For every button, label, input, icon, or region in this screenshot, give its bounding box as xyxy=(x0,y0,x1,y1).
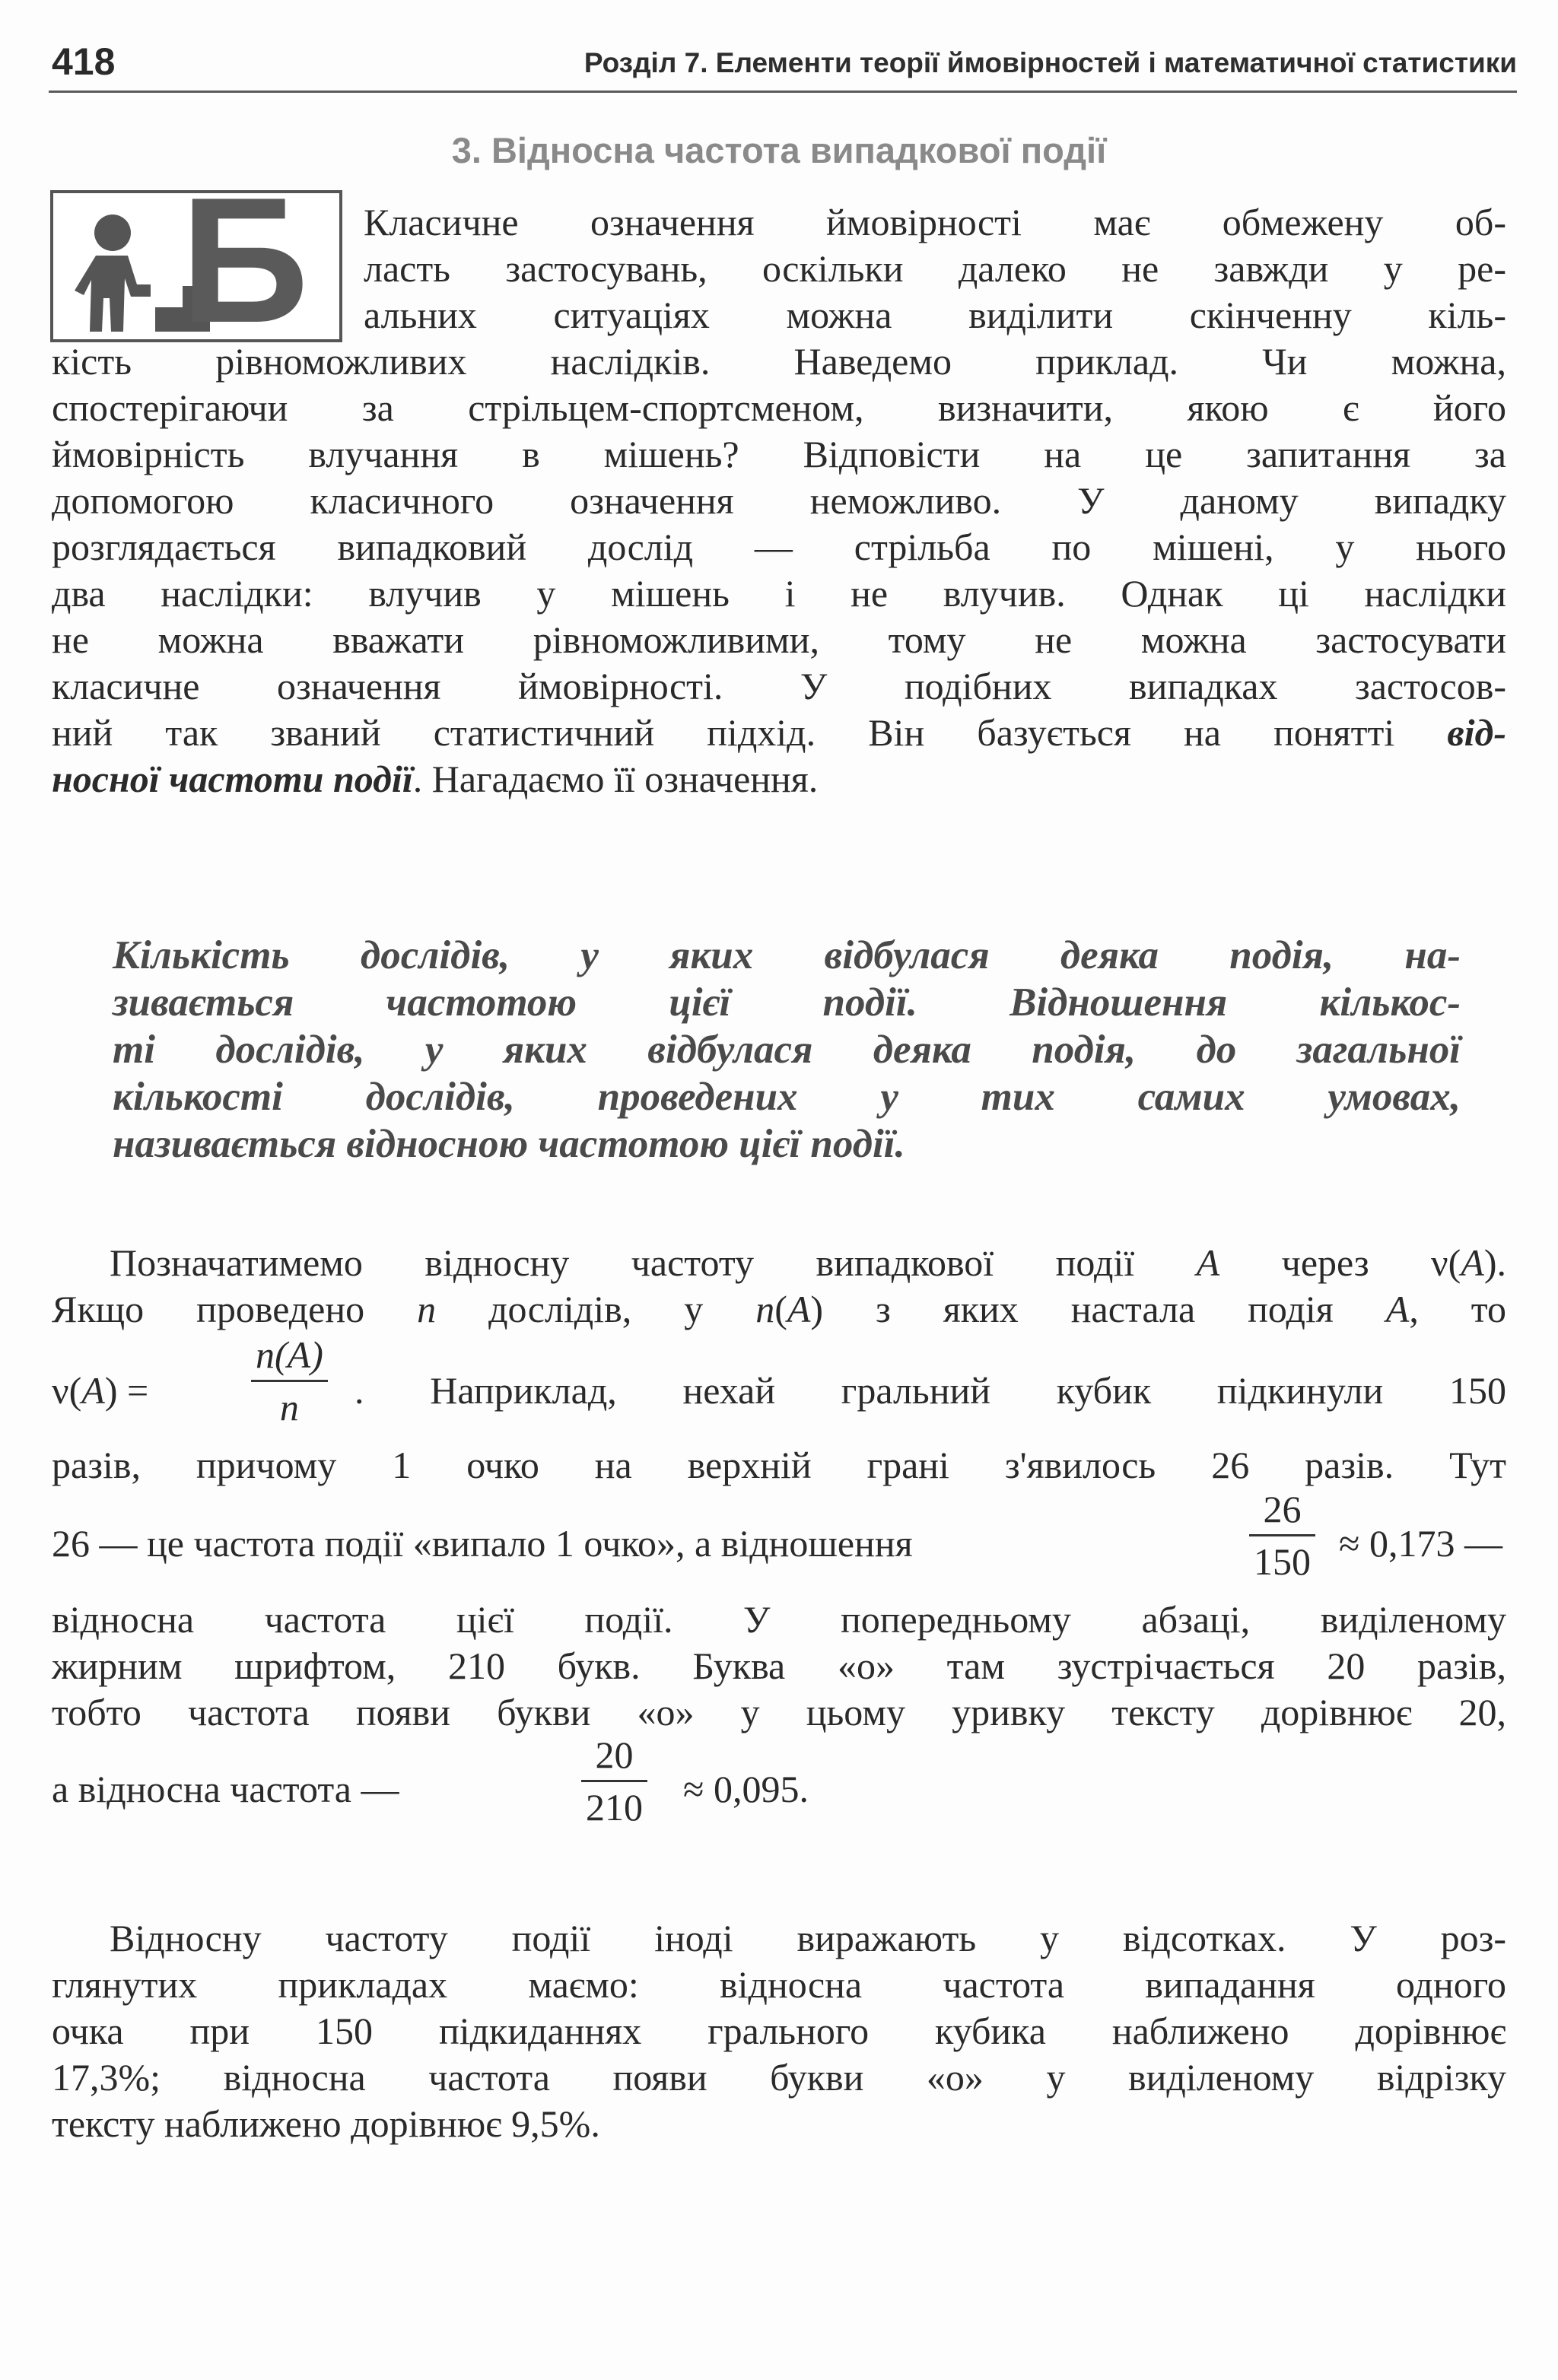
page-header xyxy=(49,40,1517,93)
text-span: Якщо проведено xyxy=(52,1288,418,1330)
text-line: 17,3%; відносна частота появи букви «о» у виділеному відрізку xyxy=(52,2056,1506,2099)
page-number: 418 xyxy=(52,40,116,83)
text-line: Відносну частоту події іноді виражають у відсотках. У роз- xyxy=(110,1917,1506,1959)
math-var: A xyxy=(1196,1241,1220,1284)
text-line: тобто частота появи букви «о» у цьому уривку тексту дорівнює 20, xyxy=(52,1691,1506,1733)
fraction-20-210 xyxy=(581,1733,647,1829)
text-line: ймовірність влучання в мішень? Відповісти на це запитання за xyxy=(52,433,1506,475)
text-line: класичне означення ймовірності. У подібних випадках застосов- xyxy=(52,665,1506,707)
fraction-numerator: 20 xyxy=(595,1733,634,1776)
text-line: ласть застосувань, оскільки далеко не завжди у ре- xyxy=(364,247,1506,290)
text-line xyxy=(52,756,1506,802)
definition-block xyxy=(113,932,1461,1168)
definition-line: кількості дослідів, проведених у тих самих умовах, xyxy=(113,1075,1461,1119)
math-var: A xyxy=(81,1369,105,1412)
header-divider xyxy=(49,91,1517,93)
text-line: розглядається випадковий дослід — стрільба по мішені, у нього xyxy=(52,526,1506,568)
text-span: ) = xyxy=(104,1369,149,1412)
text-line: два наслідки: влучив у мішень і не влучив. Однак ці наслідки xyxy=(52,572,1506,615)
text-line: Класичне означення ймовірності має обмежену об- xyxy=(364,201,1506,243)
text-span: через ν( xyxy=(1219,1241,1461,1284)
definition-line: ті дослідів, у яких відбулася деяка подія, до загальної xyxy=(113,1028,1461,1072)
fraction-26-150 xyxy=(1249,1490,1315,1581)
relative-frequency-formula xyxy=(251,1333,328,1428)
text-line xyxy=(52,1286,1506,1333)
text-span: . Нагадаємо її означення. xyxy=(412,758,819,800)
text-span: ( xyxy=(774,1288,787,1330)
text-line xyxy=(52,1240,1506,1286)
text-span: Позначатимемо відносну частоту випадкової події xyxy=(110,1241,1197,1284)
math-var: A xyxy=(1385,1288,1410,1330)
text-line: кість рівноможливих наслідків. Наведемо приклад. Чи можна, xyxy=(52,340,1506,383)
intro-paragraph xyxy=(52,199,1506,802)
text-span: ). xyxy=(1483,1241,1506,1284)
level-letter: Б xyxy=(180,160,309,360)
fraction-line xyxy=(52,1490,1506,1597)
math-var: A xyxy=(1461,1241,1484,1284)
text-line xyxy=(52,710,1506,756)
text-line: жирним шрифтом, 210 букв. Буква «о» там зустрічається 20 разів, xyxy=(52,1644,1506,1687)
text-span: дослідів, у xyxy=(436,1288,756,1330)
math-var: A xyxy=(787,1288,811,1330)
text-span: ν( xyxy=(52,1369,82,1412)
definition-line: зивається частотою цієї події. Відношення кількос- xyxy=(113,980,1461,1025)
text-line: відносна частота цієї події. У попередньому абзаці, виділеному xyxy=(52,1598,1506,1641)
text-span: . Наприклад, нехай гральний кубик підкинули 150 xyxy=(355,1369,1506,1412)
formula-denominator: n xyxy=(251,1380,328,1426)
text-line: допомогою класичного означення неможливо. У даному випадку xyxy=(52,479,1506,522)
running-head: Розділ 7. Елементи теорії ймовірностей і математичної статистики xyxy=(583,47,1517,78)
example-paragraph xyxy=(52,1240,1506,1842)
definition-line: Кількість дослідів, у яких відбулася деяка подія, на- xyxy=(113,933,1461,977)
text-span: ний так званий статистичний підхід. Він базується на понятті xyxy=(52,711,1448,754)
text-span: ) з яких настала подія xyxy=(810,1288,1386,1330)
text-span: ≈ 0,173 — xyxy=(1339,1522,1502,1565)
text-span: , то xyxy=(1409,1288,1506,1330)
term-relative-frequency: носної частоти події xyxy=(52,758,413,800)
text-line: разів, причому 1 очко на верхній грані з'явилось 26 разів. Тут xyxy=(52,1444,1506,1486)
fraction-line xyxy=(52,1733,1506,1842)
definition-line: називається відносною частотою цієї події. xyxy=(113,1122,905,1166)
formula-numerator: n(A) xyxy=(256,1333,323,1376)
text-span: 26 — це частота події «випало 1 очко», а відношення xyxy=(52,1522,913,1565)
text-line: тексту наближено дорівнює 9,5%. xyxy=(52,2102,600,2145)
text-line: спостерігаючи за стрільцем-спортсменом, визначити, якою є його xyxy=(52,386,1506,429)
text-line: глянутих прикладах маємо: відносна частота випадання одного xyxy=(52,1963,1506,2006)
text-line: очка при 150 підкиданнях грального кубика наближено дорівнює xyxy=(52,2010,1506,2052)
formula-lhs xyxy=(52,1368,148,1414)
fraction-denominator: 210 xyxy=(581,1780,647,1826)
fraction-numerator: 26 xyxy=(1263,1488,1302,1530)
math-var: n xyxy=(417,1288,437,1330)
text-span: ≈ 0,095. xyxy=(683,1768,809,1810)
formula-line xyxy=(52,1333,1506,1442)
fraction-denominator: 150 xyxy=(1249,1534,1315,1581)
text-span: а відносна частота — xyxy=(52,1768,399,1810)
section-title: 3. Відносна частота випадкової події xyxy=(451,130,1107,170)
math-var: n xyxy=(755,1288,775,1330)
percent-paragraph xyxy=(52,1915,1506,2147)
term-relative-frequency: від- xyxy=(1447,711,1506,754)
text-line: не можна вважати рівноможливими, тому не можна застосувати xyxy=(52,618,1506,661)
text-line: альних ситуаціях можна виділити скінченну кіль- xyxy=(364,294,1506,336)
